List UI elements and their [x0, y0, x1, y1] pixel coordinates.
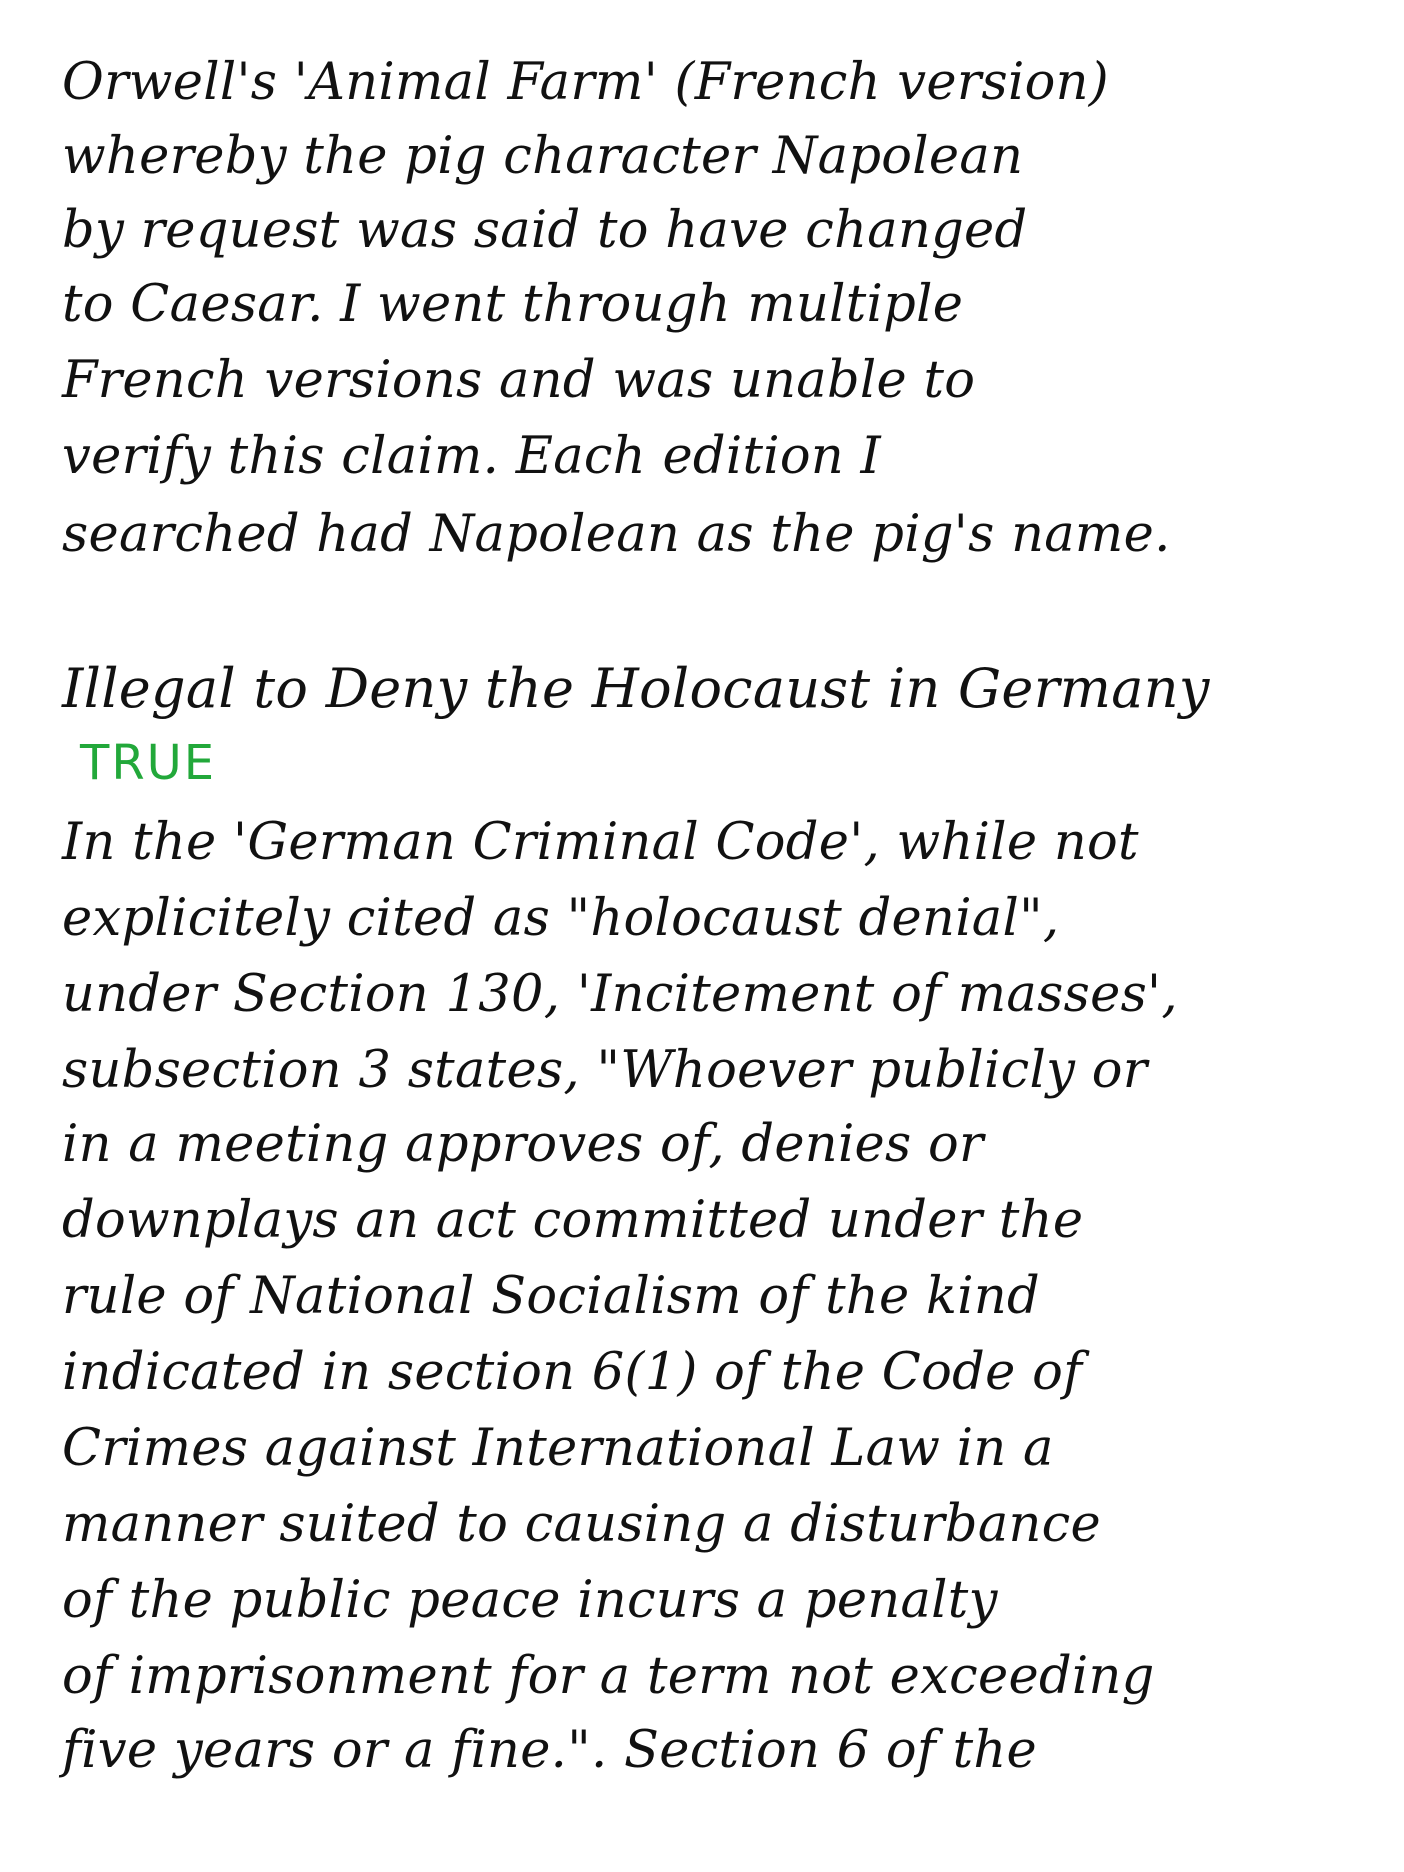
text-line: Crimes against International Law in a	[62, 1419, 1054, 1478]
text-line: subsection 3 states, "Whoever publicly or	[62, 1041, 1148, 1100]
text-line: in a meeting approves of, denies or	[62, 1115, 984, 1174]
text-line: to Caesar. I went through multiple	[62, 275, 964, 334]
text-line: verify this claim. Each edition I	[62, 427, 882, 486]
text-line: manner suited to causing a disturbance	[62, 1495, 1102, 1554]
text-line: five years or a fine.". Section 6 of the	[62, 1721, 1037, 1780]
text-line: explicitely cited as "holocaust denial",	[62, 889, 1060, 948]
text-line: of the public peace incurs a penalty	[62, 1571, 998, 1630]
text-line: French versions and was unable to	[62, 351, 976, 410]
text-line: whereby the pig character Napolean	[62, 127, 1024, 186]
text-line: rule of National Socialism of the kind	[62, 1267, 1040, 1326]
text-line: searched had Napolean as the pig's name.	[62, 505, 1171, 564]
text-line: downplays an act committed under the	[62, 1191, 1084, 1250]
text-line: of imprisonment for a term not exceeding	[62, 1647, 1155, 1706]
text-line: In the 'German Criminal Code', while not	[62, 813, 1139, 872]
text-line: under Section 130, 'Incitement of masses',	[62, 965, 1178, 1024]
verdict-label: TRUE	[80, 735, 217, 791]
text-line: Orwell's 'Animal Farm' (French version)	[62, 53, 1109, 112]
text-line: indicated in section 6(1) of the Code of	[62, 1343, 1083, 1402]
text-line: by request was said to have changed	[62, 201, 1028, 260]
section-heading: Illegal to Deny the Holocaust in Germany	[62, 657, 1210, 720]
